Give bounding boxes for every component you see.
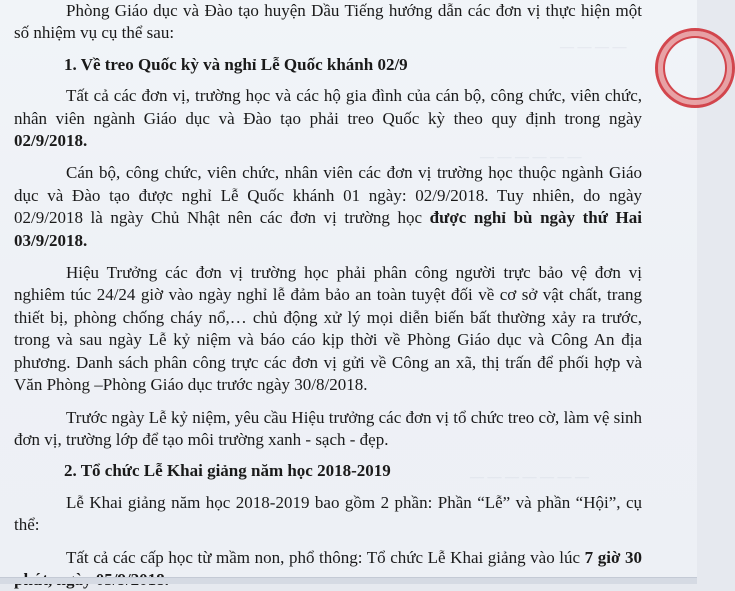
section-1-p1-text: Tất cả các đơn vị, trường học và các hộ gia đình của cán bộ, công chức, viên chức, nhân viên ngành Giáo dục và Đào tạo phải treo Quốc kỳ theo quy định trong ngày bbox=[14, 86, 642, 128]
red-stamp-seal bbox=[655, 28, 735, 108]
page-bottom-edge bbox=[0, 577, 697, 584]
section-2-p2-time: 7 giờ 30 bbox=[584, 547, 642, 567]
section-2-heading: 2. Tổ chức Lễ Khai giảng năm học 2018-2019 bbox=[64, 461, 391, 481]
bleed-through-text: — — — — — — — bbox=[470, 470, 589, 485]
section-1-p1-date: 02/9/2018. bbox=[14, 131, 88, 151]
section-1-p2-emphasis: được nghỉ bù ngày thứ Hai 03/9/2018. bbox=[14, 208, 642, 250]
section-1-paragraph-2 bbox=[14, 162, 642, 252]
intro-paragraph: Phòng Giáo dục và Đào tạo huyện Dầu Tiếng hướng dẫn các đơn vị thực hiện một số nhiệm vụ cụ thể sau: bbox=[14, 1, 642, 43]
section-1-heading: 1. Về treo Quốc kỳ và nghỉ Lễ Quốc khánh 02/9 bbox=[64, 54, 408, 74]
section-2-paragraph-2 bbox=[14, 547, 642, 591]
section-1-p2-text: Cán bộ, công chức, viên chức, nhân viên các đơn vị trường học thuộc ngành Giáo dục và Đào tạo được nghỉ Lễ Quốc khánh 01 ngày: 02/9/2018. Tuy nhiên, do ngày 02/9/2018 là ngày Chủ Nhật nên các đơn vị trường học bbox=[14, 163, 642, 228]
bleed-through-text: — — — — — — bbox=[480, 150, 582, 165]
bleed-through-text: — — — — bbox=[560, 40, 627, 55]
section-1-paragraph-4: Trước ngày Lễ kỷ niệm, yêu cầu Hiệu trưởng các đơn vị tổ chức treo cờ, làm vệ sinh đơn vị, trường lớp để tạo môi trường xanh - sạch - đẹp. bbox=[14, 407, 642, 449]
document-body bbox=[14, 0, 642, 591]
section-2-paragraph-1: Lễ Khai giảng năm học 2018-2019 bao gồm 2 phần: Phần “Lễ” và phần “Hội”, cụ thể: bbox=[14, 492, 642, 535]
section-2-p2-text: Tất cả các cấp học từ mầm non, phổ thông: Tổ chức Lễ Khai giảng vào lúc bbox=[66, 547, 585, 567]
section-1-paragraph-3: Hiệu Trưởng các đơn vị trường học phải phân công người trực bảo vệ đơn vị nghiêm túc 24/24 giờ vào ngày nghỉ lễ đảm bảo an toàn tuyệt đối về cơ sở vật chất, trang thiết bị, phòng chống cháy nổ,… chủ động xử lý mọi diễn biến bất thường xảy ra trước, trong và sau ngày Lễ kỷ niệm và báo cáo kịp thời về Phòng Giáo dục và Công An địa phương. Danh sách phân công trực các đơn vị gửi về Công an xã, thị trấn để phối hợp và Văn Phòng –Phòng Giáo dục trước ngày 30/8/2018. bbox=[14, 263, 642, 395]
section-1-paragraph-1 bbox=[14, 85, 642, 152]
